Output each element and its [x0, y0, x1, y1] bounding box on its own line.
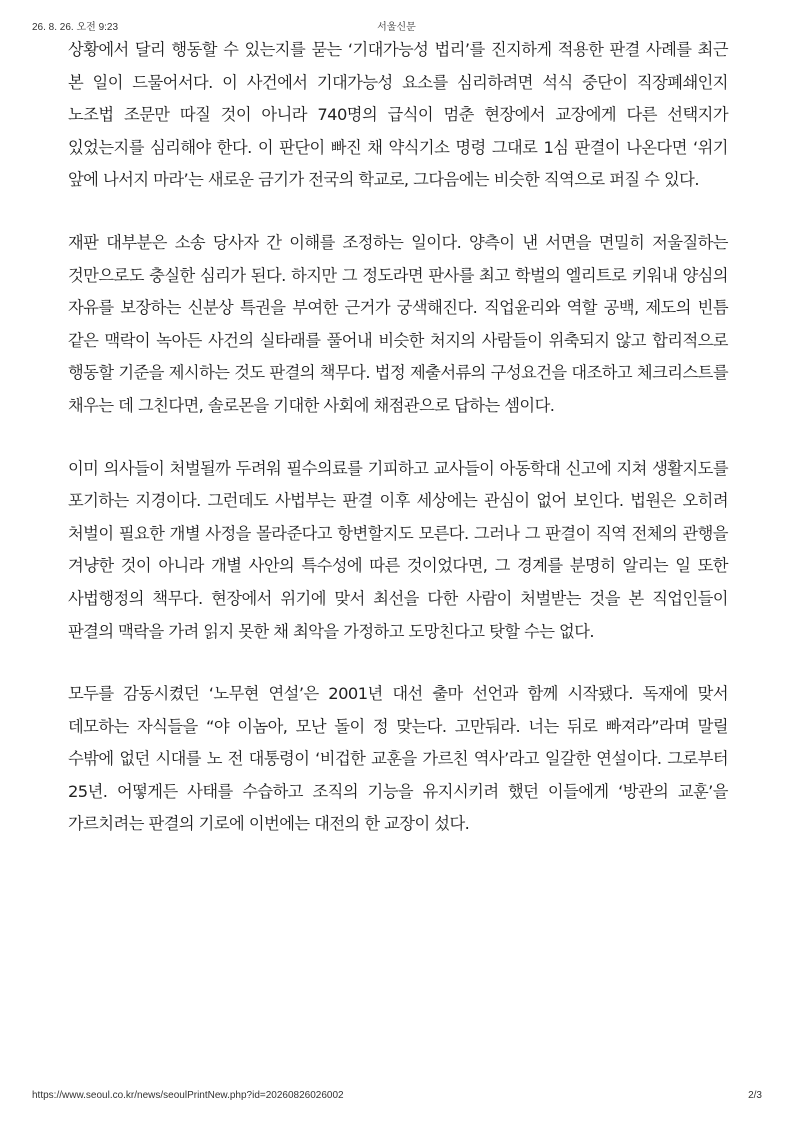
article-paragraph-1: 상황에서 달리 행동할 수 있는지를 묻는 ‘기대가능성 법리’를 진지하게 적용한 판결 사례를 최근 본 일이 드물어서다. 이 사건에서 기대가능성 요소를 심리하려면 석식 중단이 직장폐쇄인지 노조법 조문만 따질 것이 아니라 740명의 급식이 멈춘 현장에서 교장에게 다른 선택지가 있었는지를 심리해야 한다. 이 판단이 빠진 채 약식기소 명령 그대로 1심 판결이 나온다면 ‘위기 앞에 나서지 마라’는 새로운 금기가 전국의 학교로, 그다음에는 비슷한 직역으로 퍼질 수 있다. — [68, 40, 728, 190]
print-footer — [0, 1090, 793, 1104]
article-paragraph-4: 모두를 감동시켰던 ‘노무현 연설’은 2001년 대선 출마 선언과 함께 시작됐다. 독재에 맞서 데모하는 자식들을 “야 이놈아, 모난 돌이 정 맞는다. 고만둬라. 너는 뒤로 빠져라”라며 말릴 수밖에 없던 시대를 노 전 대통령이 ‘비겁한 교훈을 가르친 역사’라고 일갈한 연설이다. 그로부터 25년. 어떻게든 사태를 수습하고 조직의 기능을 유지시키려 했던 이들에게 ‘방관의 교훈’을 가르치려는 판결의 기로에 이번에는 대전의 한 교장이 섰다. — [68, 684, 728, 834]
article-paragraph-3: 이미 의사들이 처벌될까 두려워 필수의료를 기피하고 교사들이 아동학대 신고에 지쳐 생활지도를 포기하는 지경이다. 그런데도 사법부는 판결 이후 세상에는 관심이 없어 보인다. 법원은 오히려 처벌이 필요한 개별 사정을 몰라준다고 항변할지도 모른다. 그러나 그 판결이 직역 전체의 관행을 겨냥한 것이 아니라 개별 사안의 특수성에 따른 것이었다면, 그 경계를 분명히 알리는 일 또한 사법행정의 책무다. 현장에서 위기에 맞서 최선을 다한 사람이 처벌받는 것을 본 직업인들이 판결의 맥락을 가려 읽지 못한 채 최악을 가정하고 도망친다고 탓할 수는 없다. — [68, 458, 728, 641]
print-datetime: 26. 8. 26. 오전 9:23 — [32, 22, 119, 33]
print-page-number: 2/3 — [748, 1090, 762, 1101]
article-body — [68, 34, 728, 871]
print-url: https://www.seoul.co.kr/news/seoulPrintNew.php?id=20260826026002 — [32, 1090, 344, 1101]
print-header — [0, 18, 793, 32]
article-paragraph-2: 재판 대부분은 소송 당사자 간 이해를 조정하는 일이다. 양측이 낸 서면을 면밀히 저울질하는 것만으로도 충실한 심리가 된다. 하지만 그 정도라면 판사를 최고 학벌의 엘리트로 키워내 양심의 자유를 보장하는 신분상 특권을 부여한 근거가 궁색해진다. 직업윤리와 역할 공백, 제도의 빈틈 같은 맥락이 녹아든 사건의 실타래를 풀어내 비슷한 처지의 사람들이 위축되지 않고 합리적으로 행동할 기준을 제시하는 것도 판결의 책무다. 법정 제출서류의 구성요건을 대조하고 체크리스트를 채우는 데 그친다면, 솔로몬을 기대한 사회에 채점관으로 답하는 셈이다. — [68, 232, 728, 415]
print-site-title: 서울신문 — [377, 22, 416, 33]
